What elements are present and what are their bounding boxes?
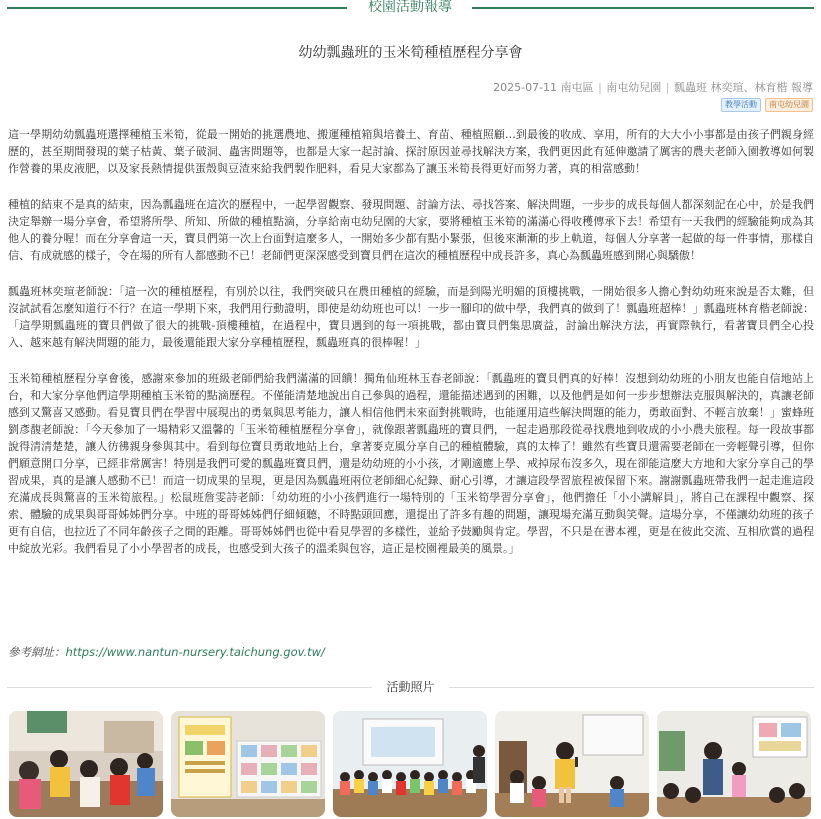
tag-school[interactable]: 南屯幼兒園: [765, 98, 813, 112]
article-tags: [721, 98, 813, 112]
teacher-children-photo-image: [657, 711, 811, 817]
photo-gallery: [9, 711, 813, 817]
poster-board-photo-image: [171, 711, 325, 817]
reference-link[interactable]: https://www.nantun-nursery.taichung.gov.tw/: [65, 645, 325, 659]
stage-presentation-photo[interactable]: [333, 711, 487, 817]
article-paragraph-2: 種植的結束不是真的結束，因為瓢蟲班在這次的歷程中，一起學習觀察、發現問題、討論方法、尋找答案、解決問題，一步步的成長每個人都深刻記在心中，於是我們決定舉辦一場分享會，希望將所學、所知、所做的種植點滴，分享給南屯幼兒園的大家，要將種植玉米筍的滿滿心得收穫傳承下去！希望有一天我們的經驗能夠成為其他人的養分喔！而在分享會這一天，寶貝們第一次上台面對這麼多人，一開始多少都有點小緊張，但後來漸漸的步上軌道，每個人分享著一起做的每一件事情，那樣自信、有成就感的樣子，令在場的所有人都感動不已！老師們更深深感受到寶貝們在這次的種植歷程中成長許多，真心為瓢蟲班感到開心與驕傲！: [8, 198, 814, 262]
article-paragraph-1: 這一學期幼幼瓢蟲班選擇種植玉米筍，從最一開始的挑選農地、搬運種植箱與培養土、育苗、種植照顧…到最後的收成、享用，所有的大大小小事都是由孩子們親身經歷的，甚至期間發現的葉子枯黃、葉子破洞、蟲害問題等，也都是大家一起討論、探討原因並尋找解決方案，我們更因此有延伸邀請了厲害的農夫老師入園教導如何製作營養的果皮液肥，以及家長熱情提供蛋殼與豆渣來給我們製作肥料，看見大家都為了讓玉米筍長得更好而努力著，真的相當感動！: [8, 128, 814, 175]
reference-line: [8, 644, 325, 660]
article-title: 幼幼瓢蟲班的玉米筍種植歷程分享會: [298, 45, 523, 61]
meta-separator: |: [665, 81, 670, 94]
photos-divider-left: [7, 687, 372, 688]
children-classroom-photo[interactable]: [9, 711, 163, 817]
header-divider-left: [7, 7, 347, 9]
stage-presentation-photo-image: [333, 711, 487, 817]
photos-divider-right: [449, 687, 814, 688]
article-paragraph-4: 玉米筍種植歷程分享會後，感謝來參加的班級老師們給我們滿滿的回饋！獨角仙班林玉春老師說：「瓢蟲班的寶貝們真的好棒！沒想到幼幼班的小朋友也能自信地站上台，和大家分享他們這學期種植玉米筍的點滴歷程。不僅能清楚地說出自己參與的過程，還能描述遇到的困難，以及他們是如何一步步想辦法克服與解決的，真讓老師感到又驚喜又感動。看見寶貝們在學習中展現出的勇氣與思考能力，讓人相信他們未來面對挑戰時，也能運用這些解決問題的能力，勇敢面對、不輕言放棄！」蜜蜂班劉彥馥老師說：「今天參加了一場精彩又溫馨的「玉米筍種植歷程分享會」，就像跟著瓢蟲班的寶貝們，一起走過那段從尋找農地到收成的小小農夫旅程。每一段故事都說得清清楚楚，讓人彷彿親身參與其中。看到每位寶貝勇敢地站上台，拿著麥克風分享自己的種植體驗，真的太棒了！雖然有些寶貝還需要老師在一旁輕聲引導，但你們願意開口分享，已經非常厲害！特別是我們可愛的瓢蟲班寶貝們，還是幼幼班的小小孩，才剛適應上學、戒掉尿布沒多久，現在卻能這麼大方地和大家分享自己的學習成果，真的是讓人感動不已！而這一切成果的呈現，更是因為瓢蟲班兩位老師細心紀錄、耐心引導，才讓這段學習旅程被保留下來。謝謝瓢蟲班帶我們一起走進這段充滿成長與驚喜的玉米筍旅程。」松鼠班詹雯詩老師：「幼幼班的小小孩們進行一場特別的「玉米筍學習分享會」，他們擔任「小小講解員」，將自己在課程中觀察、探索、體驗的成果與哥哥姊姊們分享。中班的哥哥姊姊們仔細傾聽，不時點頭回應，還提出了許多有趣的問題，讓現場充滿互動與笑聲。這場分享，不僅讓幼幼班的孩子更有自信，也拉近了不同年齡孩子之間的距離。哥哥姊姊們也從中看見學習的多樣性，並給予鼓勵與肯定。學習，不只是在書本裡，更是在彼此交流、互相欣賞的過程中綻放光彩。我們看見了小小學習者的成長，也感受到大孩子的溫柔與包容，這正是校園裡最美的風景。」: [8, 372, 814, 555]
children-classroom-photo-image: [9, 711, 163, 817]
article-school: 南屯幼兒園: [606, 81, 662, 94]
article-paragraph-3: 瓢蟲班林奕瑄老師說：「這一次的種植歷程，有別於以往，我們突破只在農田種植的經驗，而是到陽光明媚的頂樓挑戰，一開始很多人擔心對幼幼班來說是否太難，但沒試試看怎麼知道行不行？在這一學期下來，我們用行動證明，即使是幼幼班也可以！一步一腳印的做中學，我們真的做到了！瓢蟲班超棒！」瓢蟲班林育楷老師說：「這學期瓢蟲班的寶貝們做了很大的挑戰-頂樓種植，在過程中，寶貝遇到的每一項挑戰，都由寶貝們集思廣益，討論出解決方法，再實際執行，看著寶貝們全心投入、越來越有解決問題的能力，最後還能跟大家分享種植歷程，瓢蟲班真的很棒喔！」: [8, 285, 814, 349]
article-meta: [493, 81, 813, 95]
tag-teaching-activity[interactable]: 教學活動: [721, 98, 761, 112]
teacher-children-photo[interactable]: [657, 711, 811, 817]
article-reporter: 瓢蟲班 林奕瑄、林育楷 報導: [674, 81, 813, 94]
photos-header: [0, 679, 821, 695]
section-header: [0, 0, 821, 16]
article-content: [8, 126, 814, 576]
child-microphone-photo-image: [495, 711, 649, 817]
child-microphone-photo[interactable]: [495, 711, 649, 817]
meta-separator: |: [598, 81, 602, 94]
article-district: 南屯區: [560, 81, 594, 94]
poster-board-photo[interactable]: [171, 711, 325, 817]
reference-label: 參考網址：: [8, 645, 66, 659]
section-title: 校園活動報導: [368, 0, 452, 15]
article-date: 2025-07-11: [493, 81, 558, 94]
photos-title: 活動照片: [386, 680, 435, 694]
header-divider-right: [472, 7, 814, 9]
